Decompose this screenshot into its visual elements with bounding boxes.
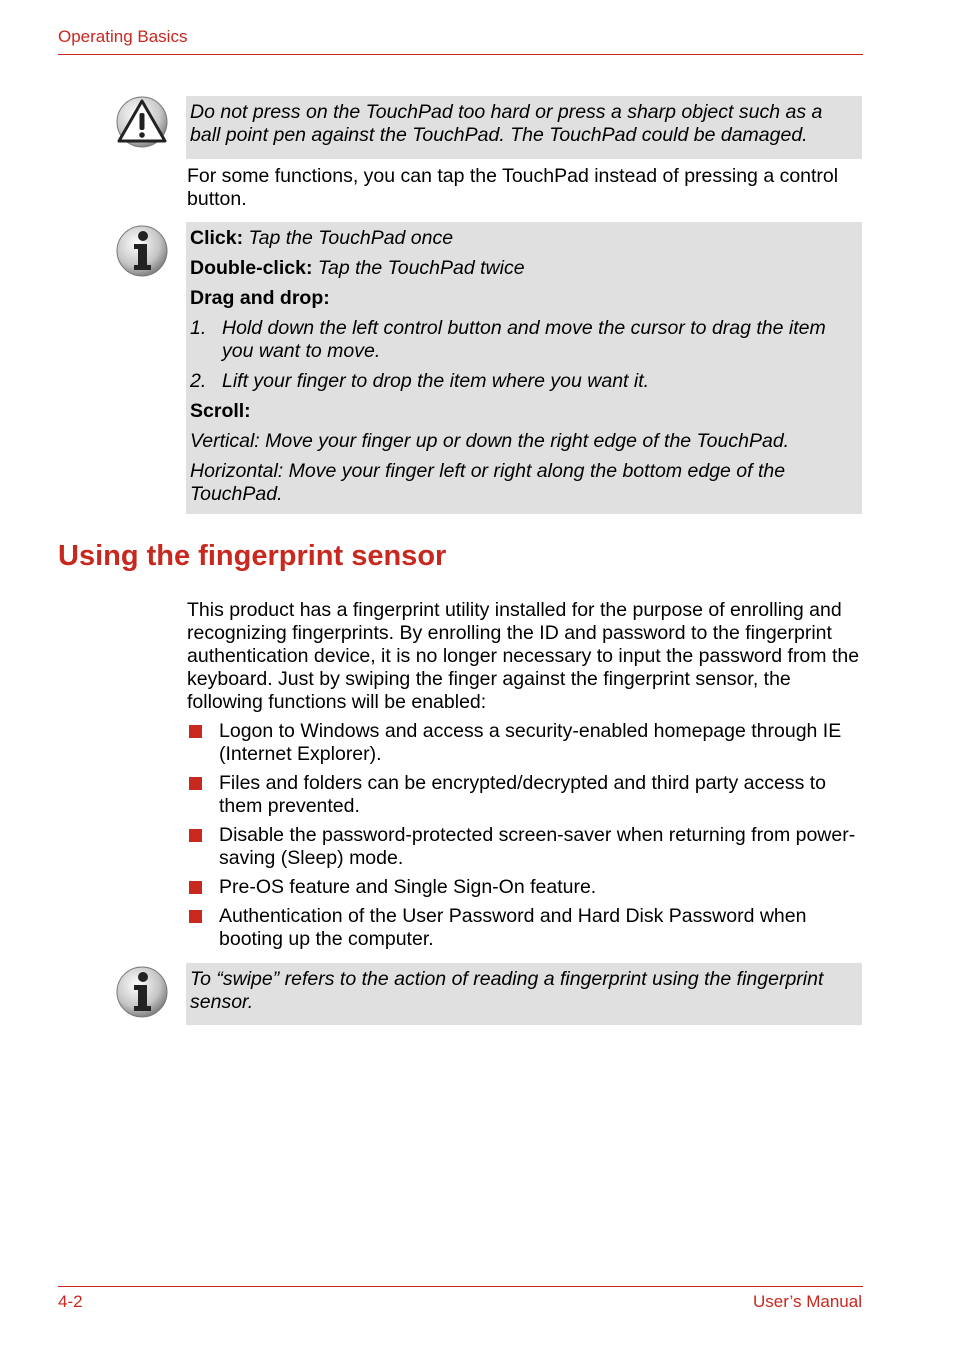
bullet-square-icon	[189, 725, 202, 738]
bullet-square-icon	[189, 777, 202, 790]
double-click-label: Double-click:	[190, 257, 313, 279]
bullet-square-icon	[189, 881, 202, 894]
feature-list	[187, 720, 863, 957]
scroll-horizontal-text: Horizontal: Move your finger left or right along the bottom edge of the TouchPad.	[190, 460, 786, 505]
list-item	[187, 905, 863, 951]
intro-paragraph	[187, 165, 867, 211]
bullet-square-icon	[189, 910, 202, 923]
section-paragraph-text: This product has a fingerprint utility installed for the purpose of enrolling and recognizing fingerprints. By enrolling the ID and password to the fingerprint authentication device, it is no longer necessary to input the password from the keyboard. Just by swiping the finger against the fingerprint sensor, the following functions will be enabled:	[187, 599, 860, 713]
section-title: Using the fingerprint sensor	[58, 540, 447, 572]
list-item	[187, 824, 863, 870]
double-click-line	[190, 257, 852, 280]
list-item-text: Files and folders can be encrypted/decrypted and third party access to them prevented.	[219, 772, 827, 817]
list-item-text: Logon to Windows and access a security-enabled homepage through IE (Internet Explorer).	[219, 720, 842, 765]
running-header: Operating Basics	[58, 27, 188, 46]
footer-rule	[58, 1286, 863, 1287]
header-rule	[58, 54, 863, 55]
intro-text: For some functions, you can tap the TouchPad instead of pressing a control button.	[187, 165, 839, 210]
double-click-text: Tap the TouchPad twice	[317, 257, 525, 279]
scroll-vertical-text: Vertical: Move your finger up or down the right edge of the TouchPad.	[190, 430, 790, 452]
list-item	[187, 876, 863, 899]
page-number: 4-2	[58, 1292, 83, 1311]
drag-step-2	[190, 370, 852, 393]
info-icon	[116, 966, 168, 1018]
warning-triangle-icon	[116, 96, 168, 148]
step-text: Hold down the left control button and move the cursor to drag the item you want to move.	[222, 317, 826, 362]
drag-drop-label: Drag and drop:	[190, 287, 330, 309]
section-paragraph	[187, 599, 867, 714]
list-item-text: Disable the password-protected screen-saver when returning from power-saving (Sleep) mode.	[219, 824, 856, 869]
touchpad-gestures-note	[186, 222, 862, 514]
step-number: 1.	[190, 317, 207, 339]
manual-title: User’s Manual	[753, 1292, 862, 1311]
list-item-text: Authentication of the User Password and Hard Disk Password when booting up the computer.	[219, 905, 807, 950]
scroll-label: Scroll:	[190, 400, 251, 422]
click-label: Click:	[190, 227, 244, 249]
list-item-text: Pre-OS feature and Single Sign-On feature.	[219, 876, 597, 898]
caution-text: Do not press on the TouchPad too hard or press a sharp object such as a ball point pen against the TouchPad. The TouchPad could be damaged.	[190, 101, 823, 146]
step-text: Lift your finger to drop the item where you want it.	[222, 370, 650, 392]
caution-note	[186, 96, 862, 159]
click-line	[190, 227, 852, 250]
click-text: Tap the TouchPad once	[248, 227, 454, 249]
list-item	[187, 772, 863, 818]
list-item	[187, 720, 863, 766]
bullet-square-icon	[189, 829, 202, 842]
swipe-note-text: To “swipe” refers to the action of reading a fingerprint using the fingerprint sensor.	[190, 968, 824, 1013]
swipe-note	[186, 963, 862, 1025]
drag-step-1	[190, 317, 852, 363]
step-number: 2.	[190, 370, 207, 392]
info-icon	[116, 225, 168, 277]
